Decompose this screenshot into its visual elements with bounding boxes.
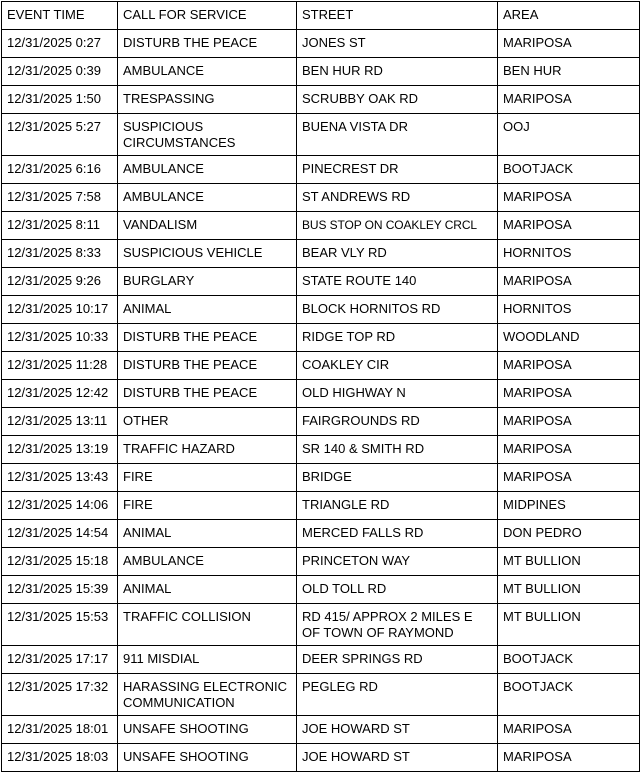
event-time-cell: 12/31/2025 18:01 <box>2 716 118 744</box>
table-row <box>2 86 640 114</box>
street-cell: TRIANGLE RD <box>297 492 498 520</box>
table-row <box>2 492 640 520</box>
call-for-service-cell: AMBULANCE <box>118 548 297 576</box>
area-cell: BEN HUR <box>498 58 640 86</box>
table-row <box>2 212 640 240</box>
street-cell: JOE HOWARD ST <box>297 744 498 772</box>
call-for-service-cell: TRAFFIC COLLISION <box>118 604 297 646</box>
table-row <box>2 30 640 58</box>
table-row <box>2 114 640 156</box>
event-time-cell: 12/31/2025 6:16 <box>2 156 118 184</box>
table-row <box>2 436 640 464</box>
table-row <box>2 156 640 184</box>
call-for-service-cell: BURGLARY <box>118 268 297 296</box>
street-cell: MERCED FALLS RD <box>297 520 498 548</box>
call-for-service-cell: FIRE <box>118 464 297 492</box>
area-cell: MARIPOSA <box>498 464 640 492</box>
call-for-service-cell: UNSAFE SHOOTING <box>118 716 297 744</box>
street-cell: BLOCK HORNITOS RD <box>297 296 498 324</box>
event-time-cell: 12/31/2025 11:28 <box>2 352 118 380</box>
event-time-cell: 12/31/2025 0:27 <box>2 30 118 58</box>
event-time-cell: 12/31/2025 9:26 <box>2 268 118 296</box>
event-time-cell: 12/31/2025 7:58 <box>2 184 118 212</box>
call-for-service-cell: AMBULANCE <box>118 58 297 86</box>
table-row <box>2 380 640 408</box>
area-cell: MARIPOSA <box>498 268 640 296</box>
street-cell: OLD TOLL RD <box>297 576 498 604</box>
street-cell: RIDGE TOP RD <box>297 324 498 352</box>
event-time-cell: 12/31/2025 8:11 <box>2 212 118 240</box>
street-cell: BEAR VLY RD <box>297 240 498 268</box>
call-for-service-cell: TRAFFIC HAZARD <box>118 436 297 464</box>
street-cell: SR 140 & SMITH RD <box>297 436 498 464</box>
area-cell: MT BULLION <box>498 576 640 604</box>
street-cell: BRIDGE <box>297 464 498 492</box>
street-cell: SCRUBBY OAK RD <box>297 86 498 114</box>
street-cell: OLD HIGHWAY N <box>297 380 498 408</box>
call-for-service-cell: ANIMAL <box>118 296 297 324</box>
call-for-service-cell: FIRE <box>118 492 297 520</box>
call-for-service-cell: HARASSING ELECTRONIC COMMUNICATION <box>118 674 297 716</box>
event-time-cell: 12/31/2025 10:17 <box>2 296 118 324</box>
street-cell: BUS STOP ON COAKLEY CRCL <box>297 212 498 240</box>
event-time-cell: 12/31/2025 15:53 <box>2 604 118 646</box>
event-time-cell: 12/31/2025 15:18 <box>2 548 118 576</box>
event-time-cell: 12/31/2025 14:54 <box>2 520 118 548</box>
table-row <box>2 324 640 352</box>
column-header-street: STREET <box>297 2 498 30</box>
call-for-service-cell: UNSAFE SHOOTING <box>118 744 297 772</box>
table-row <box>2 408 640 436</box>
call-log-table <box>1 1 640 772</box>
street-cell: RD 415/ APPROX 2 MILES E OF TOWN OF RAYMOND <box>297 604 498 646</box>
call-for-service-cell: DISTURB THE PEACE <box>118 352 297 380</box>
area-cell: MARIPOSA <box>498 30 640 58</box>
call-for-service-cell: SUSPICIOUS CIRCUMSTANCES <box>118 114 297 156</box>
table-row <box>2 464 640 492</box>
table-row <box>2 744 640 772</box>
street-cell: BUENA VISTA DR <box>297 114 498 156</box>
table-row <box>2 352 640 380</box>
call-for-service-cell: SUSPICIOUS VEHICLE <box>118 240 297 268</box>
area-cell: MARIPOSA <box>498 86 640 114</box>
event-time-cell: 12/31/2025 17:17 <box>2 646 118 674</box>
table-body <box>2 30 640 772</box>
table-row <box>2 268 640 296</box>
area-cell: BOOTJACK <box>498 156 640 184</box>
event-time-cell: 12/31/2025 12:42 <box>2 380 118 408</box>
area-cell: MARIPOSA <box>498 408 640 436</box>
table-row <box>2 576 640 604</box>
column-header-area: AREA <box>498 2 640 30</box>
event-time-cell: 12/31/2025 15:39 <box>2 576 118 604</box>
street-cell: JONES ST <box>297 30 498 58</box>
area-cell: MIDPINES <box>498 492 640 520</box>
call-for-service-cell: DISTURB THE PEACE <box>118 324 297 352</box>
event-time-cell: 12/31/2025 1:50 <box>2 86 118 114</box>
call-for-service-cell: AMBULANCE <box>118 156 297 184</box>
call-for-service-cell: DISTURB THE PEACE <box>118 380 297 408</box>
street-cell: DEER SPRINGS RD <box>297 646 498 674</box>
event-time-cell: 12/31/2025 13:19 <box>2 436 118 464</box>
area-cell: MARIPOSA <box>498 744 640 772</box>
column-header-event-time: EVENT TIME <box>2 2 118 30</box>
area-cell: HORNITOS <box>498 296 640 324</box>
table-row <box>2 716 640 744</box>
event-time-cell: 12/31/2025 8:33 <box>2 240 118 268</box>
event-time-cell: 12/31/2025 10:33 <box>2 324 118 352</box>
area-cell: MARIPOSA <box>498 380 640 408</box>
table-row <box>2 674 640 716</box>
area-cell: WOODLAND <box>498 324 640 352</box>
table-header-row <box>2 2 640 30</box>
table-row <box>2 240 640 268</box>
table-row <box>2 58 640 86</box>
call-for-service-cell: 911 MISDIAL <box>118 646 297 674</box>
call-for-service-cell: AMBULANCE <box>118 184 297 212</box>
call-for-service-cell: OTHER <box>118 408 297 436</box>
area-cell: BOOTJACK <box>498 674 640 716</box>
event-time-cell: 12/31/2025 5:27 <box>2 114 118 156</box>
table-row <box>2 520 640 548</box>
table-row <box>2 548 640 576</box>
area-cell: BOOTJACK <box>498 646 640 674</box>
column-header-call-for-service: CALL FOR SERVICE <box>118 2 297 30</box>
call-for-service-cell: TRESPASSING <box>118 86 297 114</box>
table-row <box>2 604 640 646</box>
area-cell: MT BULLION <box>498 548 640 576</box>
event-time-cell: 12/31/2025 13:43 <box>2 464 118 492</box>
area-cell: MARIPOSA <box>498 716 640 744</box>
call-for-service-cell: ANIMAL <box>118 520 297 548</box>
call-for-service-cell: VANDALISM <box>118 212 297 240</box>
street-cell: FAIRGROUNDS RD <box>297 408 498 436</box>
event-time-cell: 12/31/2025 17:32 <box>2 674 118 716</box>
area-cell: HORNITOS <box>498 240 640 268</box>
event-time-cell: 12/31/2025 14:06 <box>2 492 118 520</box>
area-cell: MARIPOSA <box>498 212 640 240</box>
street-cell: STATE ROUTE 140 <box>297 268 498 296</box>
street-cell: ST ANDREWS RD <box>297 184 498 212</box>
street-cell: PINECREST DR <box>297 156 498 184</box>
area-cell: DON PEDRO <box>498 520 640 548</box>
street-cell: BEN HUR RD <box>297 58 498 86</box>
street-cell: JOE HOWARD ST <box>297 716 498 744</box>
table-row <box>2 184 640 212</box>
street-cell: PRINCETON WAY <box>297 548 498 576</box>
event-time-cell: 12/31/2025 18:03 <box>2 744 118 772</box>
table-row <box>2 296 640 324</box>
area-cell: OOJ <box>498 114 640 156</box>
call-for-service-cell: DISTURB THE PEACE <box>118 30 297 58</box>
street-cell: PEGLEG RD <box>297 674 498 716</box>
call-for-service-cell: ANIMAL <box>118 576 297 604</box>
area-cell: MARIPOSA <box>498 352 640 380</box>
event-time-cell: 12/31/2025 13:11 <box>2 408 118 436</box>
event-time-cell: 12/31/2025 0:39 <box>2 58 118 86</box>
area-cell: MT BULLION <box>498 604 640 646</box>
table-row <box>2 646 640 674</box>
area-cell: MARIPOSA <box>498 184 640 212</box>
street-cell: COAKLEY CIR <box>297 352 498 380</box>
area-cell: MARIPOSA <box>498 436 640 464</box>
